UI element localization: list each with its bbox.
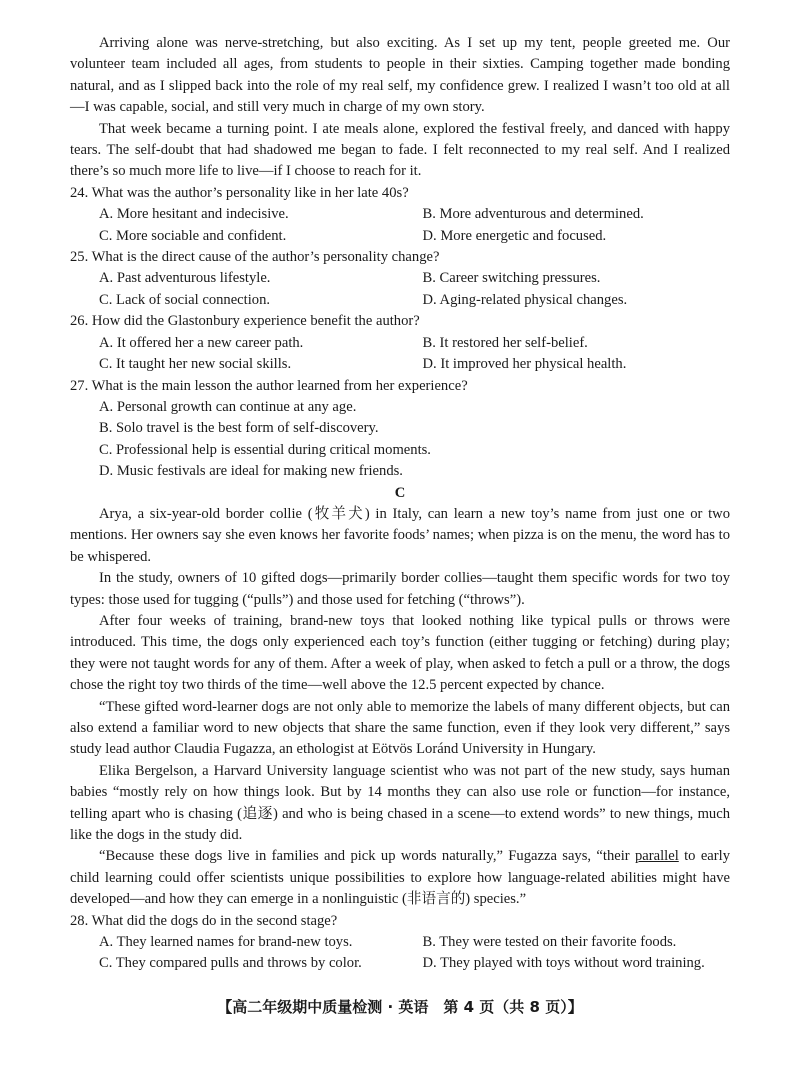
passage-paragraph-last — [70, 846, 730, 910]
question-27 — [70, 376, 730, 483]
option-a: A. Personal growth can continue at any age. — [99, 398, 357, 415]
option-a: A. It offered her a new career path. — [99, 334, 304, 351]
page-footer: 【高二年级期中质量检测 · 英语 第 4 页（共 8 页）】 — [217, 998, 583, 1016]
option-d: D. It improved her physical health. — [422, 356, 627, 373]
options-grid — [70, 333, 730, 376]
passage-paragraph: Arya, a six-year-old border collie (牧羊犬) in Italy, can learn a new toy’s name from just one or two mentions. Her owners say she even knows her favorite foods’ names; when pizza is on the menu, the word has to be whispered. — [70, 505, 730, 565]
passage-paragraph: Arriving alone was nerve-stretching, but also exciting. As I set up my tent, people greeted me. Our volunteer team included all ages, from students to people in their sixties. Camping together made bonding natural, and as I slipped back into the role of my real self, my confidence grew. I realized I wasn’t too old at all—I was capable, social, and still very much in charge of my own story. — [70, 35, 730, 116]
option-b: B. It restored her self-belief. — [422, 334, 588, 351]
options-grid — [70, 932, 730, 975]
passage-paragraph: “These gifted word-learner dogs are not only able to memorize the labels of many different objects, but can also extend a familiar word to new objects that share the same function, even if they look very different,” says study lead author Claudia Fugazza, an ethologist at Eötvös Loránd University in Hungary. — [70, 698, 730, 758]
passage-paragraph: In the study, owners of 10 gifted dogs—primarily border collies—taught them specific words for two toy types: those used for tugging (“pulls”) and those used for fetching (“throws”). — [70, 570, 730, 608]
passage-paragraph: That week became a turning point. I ate meals alone, explored the festival freely, and danced with happy tears. The self-doubt that had shadowed me began to fade. I felt reconnected to my real self. And I realized there’s so much more life to live—if I choose to reach for it. — [70, 120, 730, 180]
option-d: D. Music festivals are ideal for making new friends. — [99, 463, 403, 480]
question-stem: 28. What did the dogs do in the second stage? — [70, 912, 338, 929]
option-b: B. Solo travel is the best form of self-discovery. — [99, 420, 379, 437]
option-b: B. Career switching pressures. — [422, 270, 601, 287]
paragraph-text: “Because these dogs live in families and pick up words naturally,” Fugazza says, “their — [99, 848, 635, 865]
question-25 — [70, 247, 730, 311]
option-c: C. More sociable and confident. — [99, 227, 287, 244]
options-grid — [70, 268, 730, 311]
question-28 — [70, 911, 730, 975]
question-26 — [70, 311, 730, 375]
option-c: C. Professional help is essential during critical moments. — [99, 441, 431, 458]
passage-paragraph: After four weeks of training, brand-new toys that looked nothing like typical pulls or throws were introduced. This time, the dogs only experienced each toy’s function (either tugging or fetching) during play; they were not taught words for any of them. After a week of play, when asked to fetch a pull or a throw, the dogs chose the right toy two thirds of the time—well above the 12.5 percent expected by chance. — [70, 612, 730, 694]
option-c: C. They compared pulls and throws by color. — [99, 955, 362, 972]
option-d: D. Aging-related physical changes. — [422, 291, 628, 308]
underlined-word: parallel — [635, 848, 679, 865]
question-stem: 24. What was the author’s personality like in her late 40s? — [70, 184, 409, 201]
question-stem: 27. What is the main lesson the author learned from her experience? — [70, 377, 468, 394]
option-d: D. More energetic and focused. — [422, 227, 607, 244]
option-c: C. Lack of social connection. — [99, 291, 271, 308]
passage-paragraph: Elika Bergelson, a Harvard University language scientist who was not part of the new study, says human babies “mostly rely on how things look. But by 14 months they can also use role or function—for instance, telling apart who is chasing (追逐) and who is being chased in a scene—to extend words” to new things, much like the dogs in the study did. — [70, 762, 730, 844]
section-heading: C — [394, 484, 406, 501]
option-c: C. It taught her new social skills. — [99, 356, 292, 373]
paragraph-text: to early child learning could offer scientists unique possibilities to explore how language-related abilities might have developed—and how they can emerge in a nonlinguistic (非语言的) species.” — [70, 848, 730, 908]
options-grid — [70, 204, 730, 247]
option-b: B. More adventurous and determined. — [422, 206, 644, 223]
question-stem: 25. What is the direct cause of the author’s personality change? — [70, 249, 440, 266]
option-b: B. They were tested on their favorite foods. — [422, 934, 677, 951]
option-a: A. More hesitant and indecisive. — [99, 206, 289, 223]
question-24 — [70, 183, 730, 247]
question-stem: 26. How did the Glastonbury experience benefit the author? — [70, 313, 420, 330]
option-a: A. They learned names for brand-new toys. — [99, 934, 353, 951]
option-a: A. Past adventurous lifestyle. — [99, 270, 271, 287]
options-list — [70, 397, 730, 483]
option-d: D. They played with toys without word training. — [422, 955, 705, 972]
